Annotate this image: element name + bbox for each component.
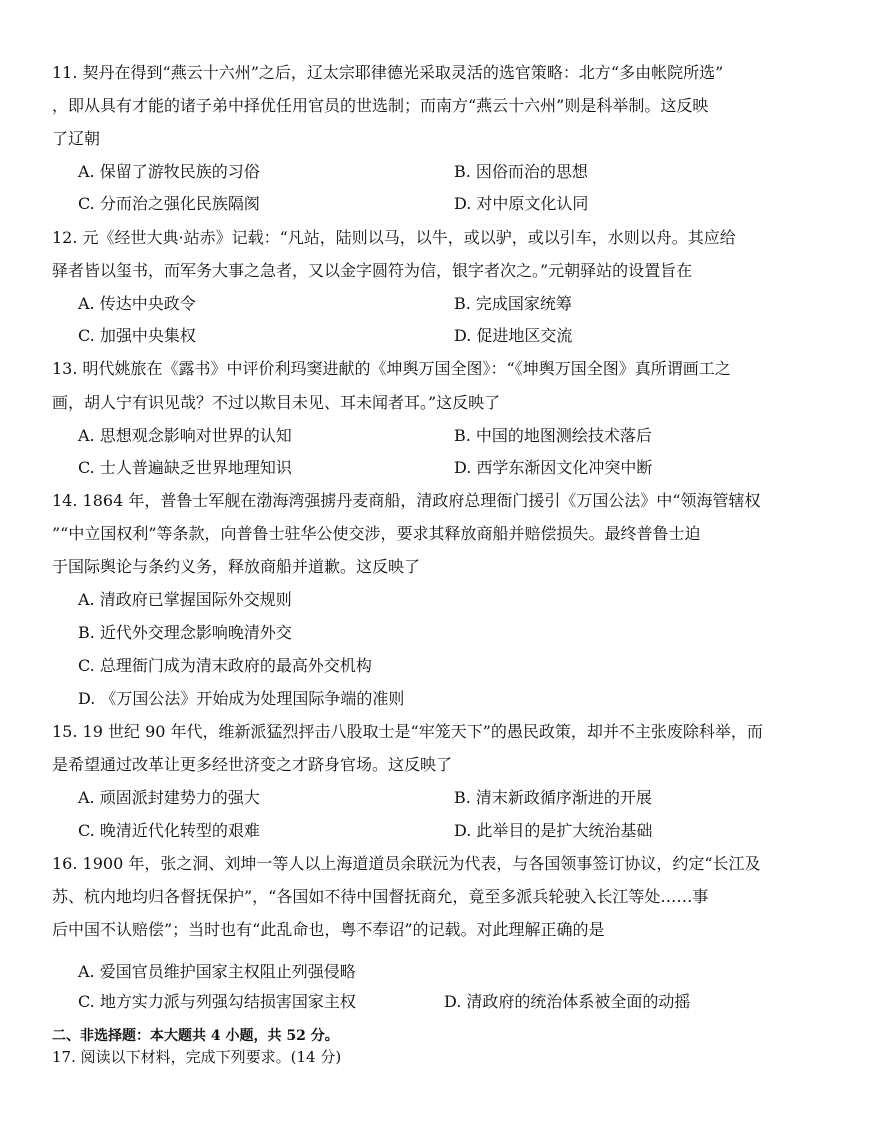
q11-stem-line-2: ，即从具有才能的诸子弟中择优任用官员的世选制；而南方“燕云十六州”则是科举制。这反映 [52, 96, 709, 115]
q14-option-c: C. 总理衙门成为清末政府的最高外交机构 [78, 656, 372, 675]
q11-option-b: B. 因俗而治的思想 [454, 162, 588, 181]
q15-option-a: A. 顽固派封建势力的强大 [78, 788, 260, 807]
q17-stem: 17. 阅读以下材料，完成下列要求。(14 分) [52, 1048, 342, 1066]
q15-stem-line-1: 15. 19 世纪 90 年代，维新派猛烈抨击八股取士是“牢笼天下”的愚民政策，却并不主张废除科举，而 [52, 722, 763, 741]
q13-option-b: B. 中国的地图测绘技术落后 [454, 426, 652, 445]
q11-option-c: C. 分而治之强化民族隔阂 [78, 194, 260, 213]
q15-option-b: B. 清末新政循序渐进的开展 [454, 788, 652, 807]
q11-stem-line-1: 11. 契丹在得到“燕云十六州”之后，辽太宗耶律德光采取灵活的选官策略：北方“多由帐院所选” [52, 63, 724, 82]
q11-option-a: A. 保留了游牧民族的习俗 [78, 162, 260, 181]
q14-option-b: B. 近代外交理念影响晚清外交 [78, 623, 292, 642]
q13-option-c: C. 士人普遍缺乏世界地理知识 [78, 458, 292, 477]
q16-option-c: C. 地方实力派与列强勾结损害国家主权 [78, 992, 356, 1011]
q13-stem-line-1: 13. 明代姚旅在《露书》中评价利玛窦进献的《坤舆万国全图》：“《坤舆万国全图》真所谓画工之 [52, 359, 731, 378]
q16-option-d: D. 清政府的统治体系被全面的动摇 [444, 992, 691, 1011]
q13-stem-line-2: 画，胡人宁有识见哉？不过以欺目未见、耳未闻者耳。”这反映了 [52, 393, 501, 412]
q12-stem-line-1: 12. 元《经世大典·站赤》记载：“凡站，陆则以马，以牛，或以驴，或以引车，水则以舟。其应给 [52, 228, 736, 247]
q14-stem-line-2: ”“中立国权利”等条款，向普鲁士驻华公使交涉，要求其释放商船并赔偿损失。最终普鲁士迫 [52, 524, 701, 543]
q13-option-a: A. 思想观念影响对世界的认知 [78, 426, 292, 445]
q15-option-c: C. 晚清近代化转型的艰难 [78, 821, 260, 840]
section-title: 二、非选择题：本大题共 4 小题，共 52 分。 [52, 1028, 339, 1044]
q14-stem-line-3: 于国际舆论与条约义务，释放商船并道歉。这反映了 [52, 557, 421, 576]
q14-option-d: D. 《万国公法》开始成为处理国际争端的准则 [78, 689, 405, 708]
q15-stem-line-2: 是希望通过改革让更多经世济变之才跻身官场。这反映了 [52, 755, 453, 774]
q12-option-b: B. 完成国家统筹 [454, 294, 572, 313]
q11-option-d: D. 对中原文化认同 [454, 194, 589, 213]
q14-stem-line-1: 14. 1864 年，普鲁士军舰在渤海湾强掳丹麦商船，清政府总理衙门援引《万国公法》中“领海管辖权 [52, 491, 761, 510]
q11-stem-line-3: 了辽朝 [52, 129, 101, 148]
q12-option-d: D. 促进地区交流 [454, 326, 573, 345]
q12-stem-line-2: 驿者皆以玺书，而军务大事之急者，又以金字圆符为信，银字者次之。”元朝驿站的设置旨在 [52, 261, 693, 280]
q16-option-a: A. 爱国官员维护国家主权阻止列强侵略 [78, 962, 356, 981]
q16-stem-line-1: 16. 1900 年，张之洞、刘坤一等人以上海道道员余联沅为代表，与各国领事签订协议，约定“长江及 [52, 854, 761, 873]
q14-option-a: A. 清政府已掌握国际外交规则 [78, 590, 292, 609]
q16-stem-line-3: 后中国不认赔偿”；当时也有“此乱命也，粤不奉诏”的记载。对此理解正确的是 [52, 920, 605, 939]
q16-stem-line-2: 苏、杭内地均归各督抚保护”，“各国如不待中国督抚商允，竟至多派兵轮驶入长江等处……事 [52, 887, 709, 906]
q12-option-c: C. 加强中央集权 [78, 326, 196, 345]
q12-option-a: A. 传达中央政令 [78, 294, 196, 313]
q15-option-d: D. 此举目的是扩大统治基础 [454, 821, 653, 840]
q13-option-d: D. 西学东渐因文化冲突中断 [454, 458, 653, 477]
